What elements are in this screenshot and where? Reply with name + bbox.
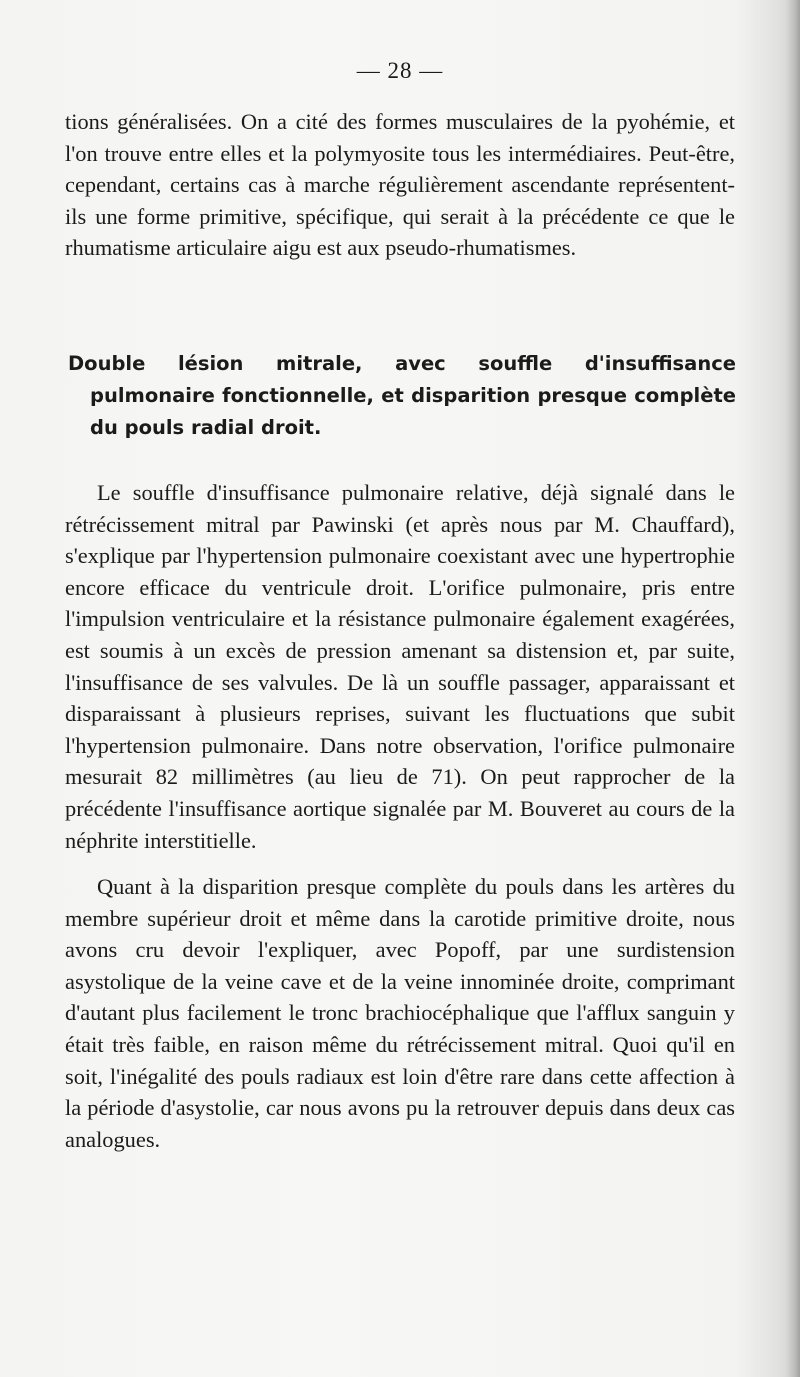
section-heading: Double lésion mitrale, avec souffle d'insuffisance pulmonaire fonctionnelle, et disparition presque complète du pouls radial droit. xyxy=(68,352,736,439)
continuation-paragraph: tions généralisées. On a cité des formes musculaires de la pyohémie, et l'on trouve entre elles et la polymyosite tous les intermédiaires. Peut-être, cependant, certains cas à marche régulièrement ascendante représentent-ils une forme primitive, spécifique, qui serait à la précédente ce que le rhumatisme articulaire aigu est aux pseudo-rhumatismes. xyxy=(65,109,735,261)
page-edge-shadow xyxy=(786,0,800,1377)
body-paragraph-1: Le souffle d'insuffisance pulmonaire relative, déjà signalé dans le rétrécissement mitral par Pawinski (et après nous par M. Chauffard), s'explique par l'hypertension pulmonaire coexistant avec une hypertrophie encore efficace du ventricule droit. L'orifice pulmonaire, pris entre l'impulsion ventriculaire et la résistance pulmonaire également exagérées, est soumis à un excès de pression amenant sa distension et, par suite, l'insuffisance de ses valvules. De là un souffle passager, apparaissant et disparaissant à plusieurs reprises, suivant les fluctuations que subit l'hypertension pulmonaire. Dans notre observation, l'orifice pulmonaire mesurait 82 millimètres (au lieu de 71). On peut rapprocher de la précédente l'insuffisance aortique signalée par M. Bouveret au cours de la néphrite interstitielle. xyxy=(65,480,735,853)
page-number: — 28 — xyxy=(356,58,444,83)
body-paragraph-2: Quant à la disparition presque complète du pouls dans les artères du membre supérieur droit et même dans la carotide primitive droite, nous avons cru devoir l'expliquer, avec Popoff, par une surdistension asystolique de la veine cave et de la veine innominée droite, comprimant d'autant plus facilement le tronc brachiocéphalique que l'afflux sanguin y était très faible, en raison même du rétrécissement mitral. Quoi qu'il en soit, l'inégalité des pouls radiaux est loin d'être rare dans cette affection à la période d'asystolie, car nous avons pu la retrouver depuis dans deux cas analogues. xyxy=(65,874,735,1152)
